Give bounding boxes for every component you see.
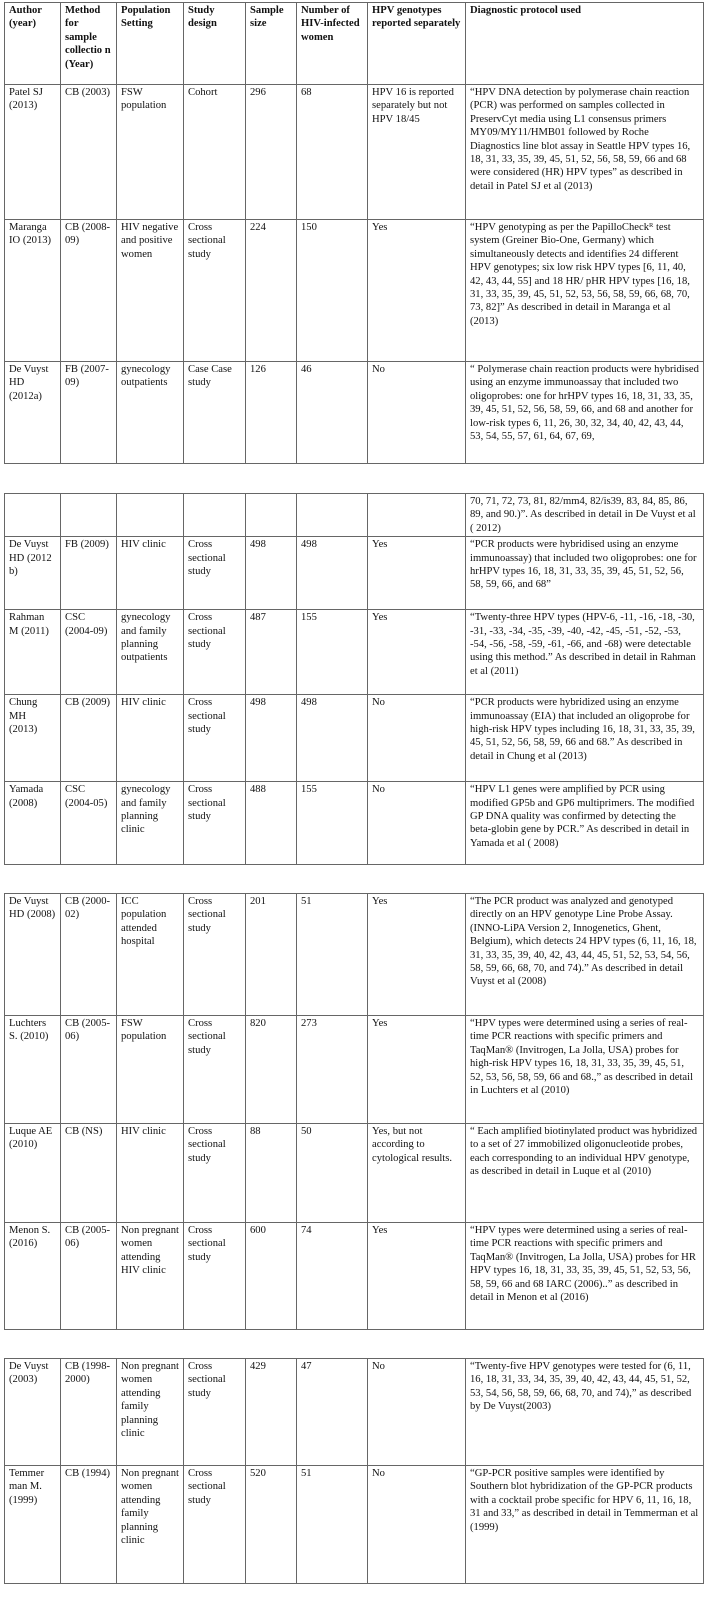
cell-sample: 487 — [246, 610, 297, 695]
cell-hiv: 498 — [297, 695, 368, 782]
table-row — [5, 537, 704, 610]
table-row-continuation — [5, 494, 704, 537]
cell-population: HIV negative and positive women — [117, 220, 184, 362]
cell-sample: 224 — [246, 220, 297, 362]
cell-protocol: “GP-PCR positive samples were identified by Southern blot hybridization of the GP-PCR products with a cocktail probe specific for HPV 6, 11, 16, 18, 31 and 33,” as described in detail in Temmerman et al (1999) — [466, 1466, 704, 1584]
cell-design: Cross sectional study — [184, 1016, 246, 1124]
cell-genotypes: Yes — [368, 894, 466, 1016]
cell-protocol: “HPV L1 genes were amplified by PCR using modified GP5b and GP6 multiprimers. The modified GP DNA quality was confirmed by detecting the beta-globin gene by PCR.” As described in detail in Yamada et al ( 2008) — [466, 782, 704, 865]
cell-population: Non pregnant women attending HIV clinic — [117, 1223, 184, 1330]
cell-hiv: 155 — [297, 610, 368, 695]
cell-hiv: 155 — [297, 782, 368, 865]
cell-genotypes: Yes — [368, 220, 466, 362]
cell-population: HIV clinic — [117, 537, 184, 610]
cell-protocol-continued: 70, 71, 72, 73, 81, 82/mm4, 82/is39, 83, 84, 85, 86, 89, and 90.)”. As described in detail in De Vuyst et al ( 2012) — [466, 494, 704, 537]
cell-population: gynecology outpatients — [117, 362, 184, 464]
cell-hiv: 50 — [297, 1124, 368, 1223]
cell-sample: 429 — [246, 1359, 297, 1466]
cell-genotypes: No — [368, 362, 466, 464]
cell-sample: 126 — [246, 362, 297, 464]
cell-protocol: “The PCR product was analyzed and genotyped directly on an HPV genotype Line Probe Assay. (INNO-LiPA Version 2, Innogenetics, Ghent, Belgium), which detects 24 HPV types (6, 11, 16, 18, 31, 33, 35, 39, 40, 42, 43, 44, 45, 51, 52, 53, 54, 56, 58, 59, 66, 68, 70, and 74).” As described in detail Vuyst et al (2008) — [466, 894, 704, 1016]
cell-method: CB (1994) — [61, 1466, 117, 1584]
cell-method: FB (2007-09) — [61, 362, 117, 464]
cell-protocol: “HPV genotyping as per the PapilloCheckᴿ test system (Greiner Bio-One, Germany) which simultaneously detects and identifies 24 different HPV genotypes; six low risk HPV types [6, 11, 40, 42, 43, 44, 55] and 18 HR/ pHR HPV types [16, 18, 31, 33, 35, 39, 45, 51, 52, 53, 56, 58, 59, 66, 68, 70, 73, 82]” As described in detail in Maranga et al (2013) — [466, 220, 704, 362]
table-row — [5, 85, 704, 220]
cell-design: Cross sectional study — [184, 537, 246, 610]
cell-hiv: 150 — [297, 220, 368, 362]
header-author: Author (year) — [5, 3, 61, 85]
cell-genotypes: Yes — [368, 537, 466, 610]
table-block-4 — [4, 1358, 704, 1584]
cell-protocol: “PCR products were hybridized using an enzyme immunoassay (EIA) that included an oligoprobe for high-risk HPV types including 16, 18, 31, 33, 35, 39, 45, 51, 52, 56, 58, 59, 66 and 68.” As described in detail in Chung et al (2013) — [466, 695, 704, 782]
cell-author: De Vuyst HD (2012a) — [5, 362, 61, 464]
cell-design: Cross sectional study — [184, 220, 246, 362]
table-row — [5, 782, 704, 865]
cell-population: Non pregnant women attending family planning clinic — [117, 1359, 184, 1466]
cell-genotypes: Yes — [368, 1016, 466, 1124]
table-row — [5, 1359, 704, 1466]
cell-hiv: 51 — [297, 894, 368, 1016]
cell-genotypes: Yes — [368, 610, 466, 695]
header-design: Study design — [184, 3, 246, 85]
cell-sample: 600 — [246, 1223, 297, 1330]
cell-genotypes: No — [368, 782, 466, 865]
cell-author: De Vuyst HD (2012 b) — [5, 537, 61, 610]
cell-sample: 296 — [246, 85, 297, 220]
cell-sample: 498 — [246, 695, 297, 782]
cell-author: De Vuyst (2003) — [5, 1359, 61, 1466]
header-genotypes: HPV genotypes reported separately — [368, 3, 466, 85]
cell-method: CB (1998-2000) — [61, 1359, 117, 1466]
table-row — [5, 362, 704, 464]
table-row — [5, 695, 704, 782]
cell-hiv: 68 — [297, 85, 368, 220]
cell-author: Yamada (2008) — [5, 782, 61, 865]
cell-hiv: 273 — [297, 1016, 368, 1124]
cell-protocol: “HPV DNA detection by polymerase chain reaction (PCR) was performed on samples collected in PreservCyt media using L1 consensus primers MY09/MY11/HMB01 followed by Roche Diagnostics line blot assay in Seattle HPV types 16, 18, 31, 33, 35, 39, 45, 51, 52, 56, 58, 59, 66 and 68 were considered (HR) HPV types” as described in detail in Patel SJ et al (2013) — [466, 85, 704, 220]
table-row — [5, 1223, 704, 1330]
cell-hiv: 74 — [297, 1223, 368, 1330]
cell-genotypes: No — [368, 695, 466, 782]
cell-population: ICC population attended hospital — [117, 894, 184, 1016]
cell-hiv: 46 — [297, 362, 368, 464]
cell-author: Temmer man M. (1999) — [5, 1466, 61, 1584]
cell-genotypes: Yes — [368, 1223, 466, 1330]
table-block-3 — [4, 893, 704, 1330]
header-method: Method for sample collectio n (Year) — [61, 3, 117, 85]
cell-population: HIV clinic — [117, 695, 184, 782]
cell-population: FSW population — [117, 85, 184, 220]
cell-sample: 488 — [246, 782, 297, 865]
cell-sample: 520 — [246, 1466, 297, 1584]
cell-method: CB (2009) — [61, 695, 117, 782]
cell-author: Maranga IO (2013) — [5, 220, 61, 362]
table-row — [5, 1466, 704, 1584]
cell-protocol: “HPV types were determined using a series of real-time PCR reactions with specific primers and TaqMan® (Invitrogen, La Jolla, USA) probes for HR HPV types 16, 18, 31, 33, 35, 39, 45, 51, 52, 53, 56, 58, 59, 66 and 68 IARC (2006)..” as described in detail in Menon et al (2016) — [466, 1223, 704, 1330]
cell-author: Patel SJ (2013) — [5, 85, 61, 220]
table-row — [5, 610, 704, 695]
cell-protocol: “HPV types were determined using a series of real-time PCR reactions with specific primers and TaqMan® (Invitrogen, La Jolla, USA) probes for high-risk HPV types 16, 18, 31, 33, 35, 39, 45, 51, 52, 53, 56, 58, 59, 66 and 68.,” as described in detail in Luchters et al (2010) — [466, 1016, 704, 1124]
cell-protocol: “ Polymerase chain reaction products were hybridised using an enzyme immunoassay that included two oligoprobes: one for hrHPV types 16, 18, 31, 33, 35, 39, 45, 51, 52, 56, 58, 59, 66, and 68 and another for low-risk types 6, 11, 26, 30, 32, 34, 40, 42, 43, 44, 53, 54, 55, 57, 61, 64, 67, 69, — [466, 362, 704, 464]
cell-genotypes: HPV 16 is reported separately but not HPV 18/45 — [368, 85, 466, 220]
cell-population: FSW population — [117, 1016, 184, 1124]
cell-sample: 88 — [246, 1124, 297, 1223]
cell-design: Case Case study — [184, 362, 246, 464]
cell-sample: 201 — [246, 894, 297, 1016]
cell-design: Cross sectional study — [184, 894, 246, 1016]
cell-design: Cross sectional study — [184, 610, 246, 695]
table-row — [5, 1016, 704, 1124]
table-row — [5, 894, 704, 1016]
cell-method: CB (NS) — [61, 1124, 117, 1223]
cell-author: Menon S. (2016) — [5, 1223, 61, 1330]
table-header-row — [5, 3, 704, 85]
cell-design: Cohort — [184, 85, 246, 220]
header-population: Population Setting — [117, 3, 184, 85]
cell-protocol: “Twenty-three HPV types (HPV-6, -11, -16, -18, -30, -31, -33, -34, -35, -39, -40, -42, -45, -51, -52, -53, -54, -56, -58, -59, -61, -66, and -68) were detectable using this method.” As described in detail in Rahman et al (2011) — [466, 610, 704, 695]
cell-genotypes: No — [368, 1466, 466, 1584]
cell-design: Cross sectional study — [184, 782, 246, 865]
cell-method: FB (2009) — [61, 537, 117, 610]
header-protocol: Diagnostic protocol used — [466, 3, 704, 85]
cell-genotypes: No — [368, 1359, 466, 1466]
cell-protocol: “ Each amplified biotinylated product was hybridized to a set of 27 immobilized oligonucleotide probes, each corresponding to an individual HPV genotype, as described in detail in Luque et al (2010) — [466, 1124, 704, 1223]
cell-author: Chung MH (2013) — [5, 695, 61, 782]
cell-hiv: 498 — [297, 537, 368, 610]
cell-author: Luque AE (2010) — [5, 1124, 61, 1223]
cell-genotypes: Yes, but not according to cytological results. — [368, 1124, 466, 1223]
cell-design: Cross sectional study — [184, 695, 246, 782]
cell-hiv: 51 — [297, 1466, 368, 1584]
cell-author: Rahman M (2011) — [5, 610, 61, 695]
cell-method: CB (2005-06) — [61, 1016, 117, 1124]
cell-author: Luchters S. (2010) — [5, 1016, 61, 1124]
cell-design: Cross sectional study — [184, 1359, 246, 1466]
cell-sample: 820 — [246, 1016, 297, 1124]
cell-design: Cross sectional study — [184, 1466, 246, 1584]
cell-sample: 498 — [246, 537, 297, 610]
table-block-2 — [4, 493, 704, 865]
cell-population: gynecology and family planning clinic — [117, 782, 184, 865]
table-row — [5, 220, 704, 362]
cell-method: CB (2008-09) — [61, 220, 117, 362]
cell-population: gynecology and family planning outpatients — [117, 610, 184, 695]
cell-population: Non pregnant women attending family planning clinic — [117, 1466, 184, 1584]
table-row — [5, 1124, 704, 1223]
header-hiv: Number of HIV-infected women — [297, 3, 368, 85]
header-sample: Sample size — [246, 3, 297, 85]
cell-design: Cross sectional study — [184, 1223, 246, 1330]
cell-design: Cross sectional study — [184, 1124, 246, 1223]
cell-method: CSC (2004-09) — [61, 610, 117, 695]
cell-protocol: “PCR products were hybridised using an enzyme immunoassay) that included two oligoprobes: one for hrHPV types 16, 18, 31, 33, 35, 39, 45, 51, 52, 56, 58, 59, 66, and 68” — [466, 537, 704, 610]
table-block-1 — [4, 2, 704, 464]
cell-method: CSC (2004-05) — [61, 782, 117, 865]
cell-method: CB (2005-06) — [61, 1223, 117, 1330]
cell-author: De Vuyst HD (2008) — [5, 894, 61, 1016]
cell-protocol: “Twenty-five HPV genotypes were tested for (6, 11, 16, 18, 31, 33, 34, 35, 39, 40, 42, 43, 44, 45, 51, 52, 53, 54, 56, 58, 59, 66, 68, 70, and 74),” as described by De Vuyst(2003) — [466, 1359, 704, 1466]
cell-hiv: 47 — [297, 1359, 368, 1466]
cell-method: CB (2003) — [61, 85, 117, 220]
cell-population: HIV clinic — [117, 1124, 184, 1223]
cell-method: CB (2000-02) — [61, 894, 117, 1016]
